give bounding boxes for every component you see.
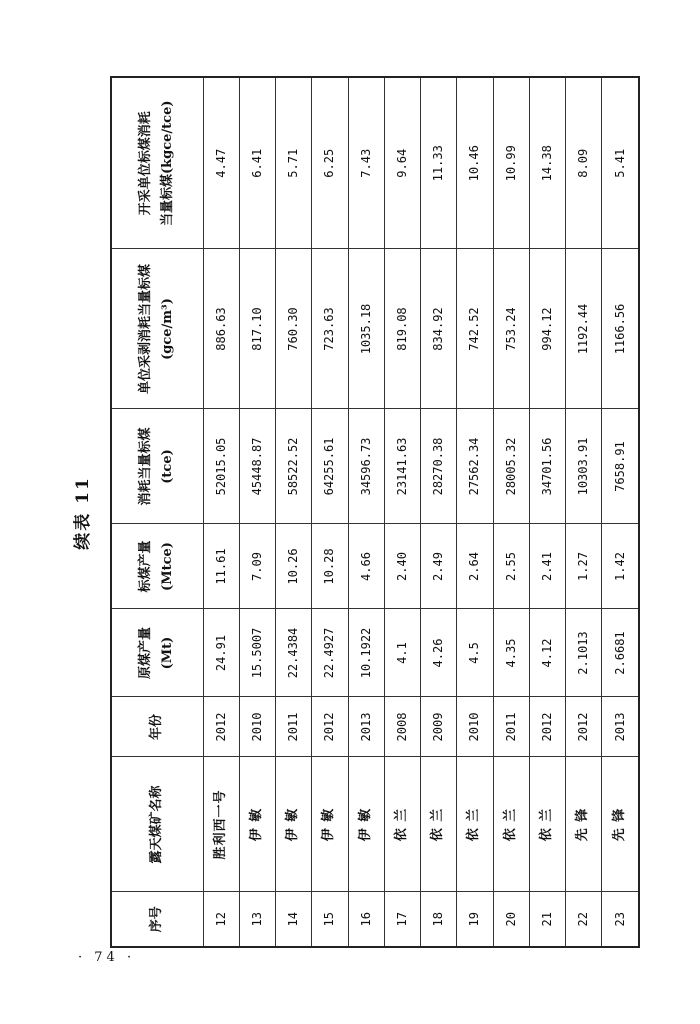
cell-year: 2008 — [384, 697, 420, 757]
cell-no: 16 — [348, 892, 384, 947]
cell-cons: 28270.38 — [421, 409, 457, 524]
cell-year: 2010 — [457, 697, 493, 757]
cell-raw: 15.5007 — [239, 609, 275, 697]
cell-no: 18 — [421, 892, 457, 947]
rotated-table-page — [73, 78, 640, 948]
cell-unit-coal: 11.33 — [421, 77, 457, 249]
cell-unit-coal: 8.09 — [566, 77, 602, 249]
cell-unit-strip: 819.08 — [384, 249, 420, 409]
cell-unit-strip: 742.52 — [457, 249, 493, 409]
cell-no: 15 — [312, 892, 348, 947]
cell-year: 2011 — [493, 697, 529, 757]
cell-cons: 34701.56 — [529, 409, 565, 524]
header-year: 年份 — [111, 697, 203, 757]
cell-cons: 23141.63 — [384, 409, 420, 524]
table-row — [566, 77, 602, 947]
cell-year: 2012 — [203, 697, 239, 757]
table-row — [457, 77, 493, 947]
table-row — [203, 77, 239, 947]
cell-cons: 27562.34 — [457, 409, 493, 524]
cell-unit-coal: 4.47 — [203, 77, 239, 249]
cell-std: 1.42 — [602, 524, 639, 609]
cell-std: 1.27 — [566, 524, 602, 609]
page-number: · 74 · — [78, 950, 136, 965]
cell-std: 11.61 — [203, 524, 239, 609]
table-row — [239, 77, 275, 947]
cell-year: 2013 — [348, 697, 384, 757]
cell-no: 22 — [566, 892, 602, 947]
cell-cons: 58522.52 — [276, 409, 312, 524]
cell-unit-strip: 886.63 — [203, 249, 239, 409]
cell-no: 21 — [529, 892, 565, 947]
cell-mine: 伊 敏 — [312, 757, 348, 892]
cell-mine: 先 锋 — [602, 757, 639, 892]
cell-raw: 22.4927 — [312, 609, 348, 697]
cell-raw: 4.1 — [384, 609, 420, 697]
cell-raw: 4.26 — [421, 609, 457, 697]
header-row — [111, 77, 203, 947]
data-table — [110, 76, 640, 948]
cell-mine: 伊 敏 — [276, 757, 312, 892]
cell-unit-strip: 817.10 — [239, 249, 275, 409]
cell-raw: 2.1013 — [566, 609, 602, 697]
cell-unit-coal: 5.71 — [276, 77, 312, 249]
cell-std: 4.66 — [348, 524, 384, 609]
cell-raw: 22.4384 — [276, 609, 312, 697]
cell-std: 2.41 — [529, 524, 565, 609]
cell-no: 14 — [276, 892, 312, 947]
cell-std: 10.26 — [276, 524, 312, 609]
cell-mine: 先 锋 — [566, 757, 602, 892]
cell-cons: 52015.05 — [203, 409, 239, 524]
cell-no: 17 — [384, 892, 420, 947]
cell-unit-strip: 1192.44 — [566, 249, 602, 409]
cell-std: 2.49 — [421, 524, 457, 609]
table-row — [348, 77, 384, 947]
cell-unit-strip: 753.24 — [493, 249, 529, 409]
cell-unit-strip: 723.63 — [312, 249, 348, 409]
cell-year: 2011 — [276, 697, 312, 757]
cell-std: 10.28 — [312, 524, 348, 609]
header-std: 标煤产量 (Mtce) — [111, 524, 203, 609]
cell-unit-strip: 834.92 — [421, 249, 457, 409]
cell-std: 7.09 — [239, 524, 275, 609]
cell-raw: 4.5 — [457, 609, 493, 697]
cell-unit-coal: 6.41 — [239, 77, 275, 249]
cell-year: 2013 — [602, 697, 639, 757]
cell-mine: 依 兰 — [529, 757, 565, 892]
cell-mine: 依 兰 — [384, 757, 420, 892]
cell-mine: 伊 敏 — [239, 757, 275, 892]
cell-std: 2.55 — [493, 524, 529, 609]
cell-unit-coal: 5.41 — [602, 77, 639, 249]
cell-unit-strip: 1035.18 — [348, 249, 384, 409]
header-unit-strip: 单位采剥消耗当量标煤 (gce/m³) — [111, 249, 203, 409]
cell-raw: 4.35 — [493, 609, 529, 697]
cell-year: 2009 — [421, 697, 457, 757]
table-row — [312, 77, 348, 947]
cell-std: 2.64 — [457, 524, 493, 609]
cell-unit-strip: 1166.56 — [602, 249, 639, 409]
cell-no: 12 — [203, 892, 239, 947]
cell-mine: 依 兰 — [493, 757, 529, 892]
cell-cons: 64255.61 — [312, 409, 348, 524]
cell-no: 20 — [493, 892, 529, 947]
cell-cons: 34596.73 — [348, 409, 384, 524]
table-row — [602, 77, 639, 947]
cell-no: 13 — [239, 892, 275, 947]
header-cons: 消耗当量标煤 (tce) — [111, 409, 203, 524]
header-mine: 露天煤矿名称 — [111, 757, 203, 892]
cell-mine: 伊 敏 — [348, 757, 384, 892]
cell-unit-strip: 994.12 — [529, 249, 565, 409]
cell-cons: 10303.91 — [566, 409, 602, 524]
cell-unit-coal: 6.25 — [312, 77, 348, 249]
header-no: 序号 — [111, 892, 203, 947]
cell-raw: 10.1922 — [348, 609, 384, 697]
table-row — [276, 77, 312, 947]
cell-no: 19 — [457, 892, 493, 947]
cell-year: 2010 — [239, 697, 275, 757]
header-raw: 原煤产量 (Mt) — [111, 609, 203, 697]
cell-year: 2012 — [566, 697, 602, 757]
cell-unit-coal: 7.43 — [348, 77, 384, 249]
cell-unit-strip: 760.30 — [276, 249, 312, 409]
cell-cons: 28005.32 — [493, 409, 529, 524]
cell-cons: 45448.87 — [239, 409, 275, 524]
cell-mine: 胜利西一号 — [203, 757, 239, 892]
cell-unit-coal: 10.46 — [457, 77, 493, 249]
table-row — [421, 77, 457, 947]
table-row — [529, 77, 565, 947]
table-row — [493, 77, 529, 947]
cell-no: 23 — [602, 892, 639, 947]
cell-cons: 7658.91 — [602, 409, 639, 524]
cell-raw: 4.12 — [529, 609, 565, 697]
table-row — [384, 77, 420, 947]
cell-unit-coal: 10.99 — [493, 77, 529, 249]
cell-unit-coal: 14.38 — [529, 77, 565, 249]
cell-mine: 依 兰 — [457, 757, 493, 892]
cell-year: 2012 — [312, 697, 348, 757]
table-title: 续表 11 — [73, 476, 93, 550]
cell-std: 2.40 — [384, 524, 420, 609]
cell-raw: 2.6681 — [602, 609, 639, 697]
cell-year: 2012 — [529, 697, 565, 757]
header-unit-coal: 开采单位标煤消耗 当量标煤(kgce/tce) — [111, 77, 203, 249]
cell-unit-coal: 9.64 — [384, 77, 420, 249]
cell-mine: 依 兰 — [421, 757, 457, 892]
cell-raw: 24.91 — [203, 609, 239, 697]
